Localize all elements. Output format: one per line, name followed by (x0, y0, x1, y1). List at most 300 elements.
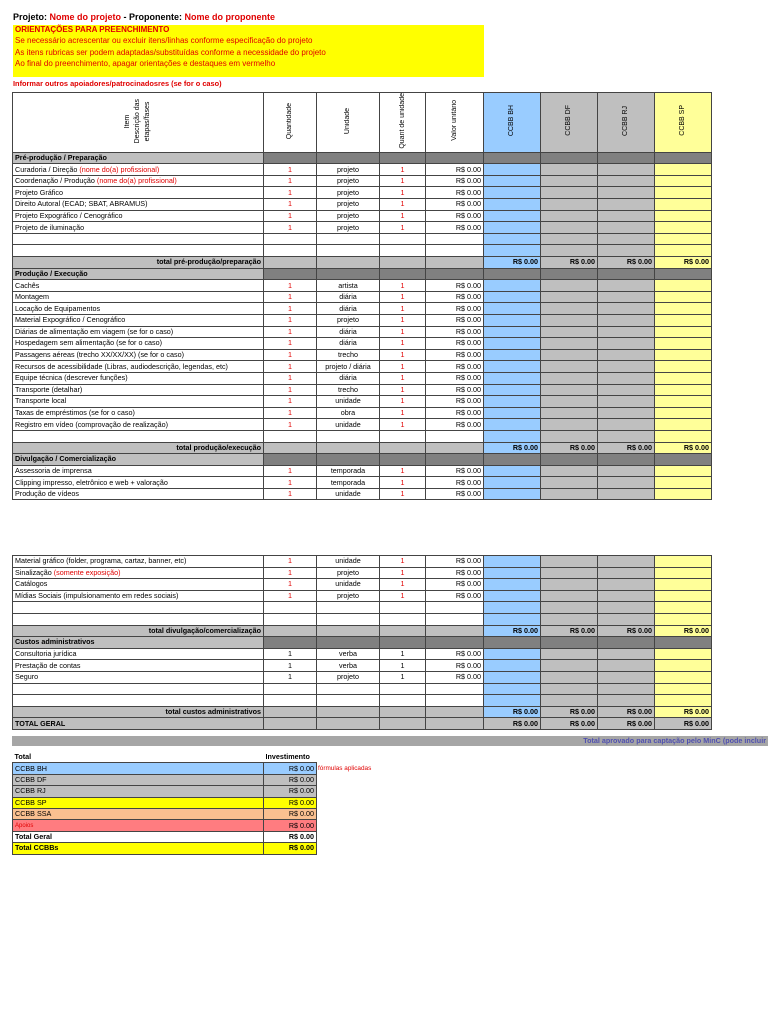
quant-unidade-cell[interactable]: 1 (380, 187, 426, 199)
item-cell[interactable] (13, 291, 264, 303)
ccbb-sp-cell[interactable] (655, 590, 712, 602)
quantidade-cell[interactable]: 1 (264, 477, 317, 489)
ccbb-bh-cell[interactable] (484, 579, 541, 591)
unidade-cell[interactable]: diária (317, 338, 380, 350)
quant-unidade-cell[interactable]: 1 (380, 407, 426, 419)
ccbb-df-cell[interactable] (541, 683, 598, 695)
ccbb-rj-cell[interactable] (598, 314, 655, 326)
unidade-cell[interactable]: unidade (317, 556, 380, 568)
ccbb-df-cell[interactable] (541, 695, 598, 707)
item-cell[interactable] (13, 590, 264, 602)
ccbb-bh-cell[interactable] (484, 648, 541, 660)
ccbb-rj-cell[interactable] (598, 579, 655, 591)
ccbb-sp-cell[interactable] (655, 164, 712, 176)
unidade-cell[interactable]: projeto (317, 314, 380, 326)
ccbb-sp-cell[interactable] (655, 556, 712, 568)
valor-unitario-cell[interactable]: R$ 0.00 (426, 465, 484, 477)
ccbb-sp-cell[interactable] (655, 314, 712, 326)
quant-unidade-cell[interactable]: 1 (380, 396, 426, 408)
ccbb-sp-cell[interactable] (655, 695, 712, 707)
quant-unidade-cell[interactable]: 1 (380, 303, 426, 315)
empty-cell[interactable] (317, 695, 380, 707)
valor-unitario-cell[interactable]: R$ 0.00 (426, 579, 484, 591)
unidade-cell[interactable]: temporada (317, 465, 380, 477)
ccbb-sp-cell[interactable] (655, 280, 712, 292)
empty-cell[interactable] (13, 613, 264, 625)
item-cell[interactable] (13, 407, 264, 419)
quantidade-cell[interactable]: 1 (264, 314, 317, 326)
empty-cell[interactable] (426, 695, 484, 707)
item-cell[interactable] (13, 303, 264, 315)
ccbb-df-cell[interactable] (541, 396, 598, 408)
unidade-cell[interactable]: projeto (317, 222, 380, 234)
ccbb-df-cell[interactable] (541, 338, 598, 350)
unidade-cell[interactable]: unidade (317, 419, 380, 431)
item-cell[interactable] (13, 280, 264, 292)
empty-cell[interactable] (317, 430, 380, 442)
ccbb-rj-cell[interactable] (598, 602, 655, 614)
ccbb-rj-cell[interactable] (598, 396, 655, 408)
quant-unidade-cell[interactable]: 1 (380, 210, 426, 222)
ccbb-rj-cell[interactable] (598, 407, 655, 419)
ccbb-rj-cell[interactable] (598, 683, 655, 695)
ccbb-df-cell[interactable] (541, 671, 598, 683)
valor-unitario-cell[interactable]: R$ 0.00 (426, 280, 484, 292)
ccbb-bh-cell[interactable] (484, 384, 541, 396)
quant-unidade-cell[interactable]: 1 (380, 671, 426, 683)
ccbb-df-cell[interactable] (541, 187, 598, 199)
empty-cell[interactable] (264, 233, 317, 245)
ccbb-rj-cell[interactable] (598, 488, 655, 500)
ccbb-df-cell[interactable] (541, 430, 598, 442)
ccbb-sp-cell[interactable] (655, 488, 712, 500)
empty-cell[interactable] (13, 245, 264, 257)
empty-cell[interactable] (13, 683, 264, 695)
item-cell[interactable] (13, 175, 264, 187)
valor-unitario-cell[interactable]: R$ 0.00 (426, 419, 484, 431)
quant-unidade-cell[interactable]: 1 (380, 488, 426, 500)
empty-cell[interactable] (426, 233, 484, 245)
item-cell[interactable] (13, 384, 264, 396)
item-cell[interactable] (13, 199, 264, 211)
item-cell[interactable] (13, 660, 264, 672)
unidade-cell[interactable]: projeto (317, 164, 380, 176)
valor-unitario-cell[interactable]: R$ 0.00 (426, 407, 484, 419)
valor-unitario-cell[interactable]: R$ 0.00 (426, 477, 484, 489)
ccbb-bh-cell[interactable] (484, 372, 541, 384)
quant-unidade-cell[interactable]: 1 (380, 477, 426, 489)
ccbb-sp-cell[interactable] (655, 648, 712, 660)
ccbb-sp-cell[interactable] (655, 683, 712, 695)
ccbb-bh-cell[interactable] (484, 314, 541, 326)
empty-cell[interactable] (317, 683, 380, 695)
item-cell[interactable] (13, 326, 264, 338)
valor-unitario-cell[interactable]: R$ 0.00 (426, 303, 484, 315)
ccbb-rj-cell[interactable] (598, 419, 655, 431)
ccbb-bh-cell[interactable] (484, 222, 541, 234)
ccbb-df-cell[interactable] (541, 210, 598, 222)
unidade-cell[interactable]: projeto (317, 567, 380, 579)
quant-unidade-cell[interactable]: 1 (380, 384, 426, 396)
unidade-cell[interactable]: verba (317, 648, 380, 660)
unidade-cell[interactable]: projeto (317, 590, 380, 602)
unidade-cell[interactable]: projeto (317, 187, 380, 199)
unidade-cell[interactable]: diária (317, 326, 380, 338)
ccbb-df-cell[interactable] (541, 465, 598, 477)
ccbb-bh-cell[interactable] (484, 602, 541, 614)
quant-unidade-cell[interactable]: 1 (380, 199, 426, 211)
ccbb-bh-cell[interactable] (484, 465, 541, 477)
valor-unitario-cell[interactable]: R$ 0.00 (426, 372, 484, 384)
ccbb-bh-cell[interactable] (484, 407, 541, 419)
ccbb-sp-cell[interactable] (655, 602, 712, 614)
empty-cell[interactable] (426, 613, 484, 625)
quant-unidade-cell[interactable]: 1 (380, 579, 426, 591)
ccbb-sp-cell[interactable] (655, 477, 712, 489)
ccbb-bh-cell[interactable] (484, 396, 541, 408)
quant-unidade-cell[interactable]: 1 (380, 349, 426, 361)
ccbb-sp-cell[interactable] (655, 291, 712, 303)
quant-unidade-cell[interactable]: 1 (380, 590, 426, 602)
ccbb-bh-cell[interactable] (484, 349, 541, 361)
ccbb-bh-cell[interactable] (484, 695, 541, 707)
quant-unidade-cell[interactable]: 1 (380, 648, 426, 660)
item-cell[interactable] (13, 567, 264, 579)
ccbb-rj-cell[interactable] (598, 245, 655, 257)
ccbb-sp-cell[interactable] (655, 210, 712, 222)
quant-unidade-cell[interactable]: 1 (380, 556, 426, 568)
item-cell[interactable] (13, 361, 264, 373)
empty-cell[interactable] (264, 245, 317, 257)
item-cell[interactable] (13, 210, 264, 222)
quantidade-cell[interactable]: 1 (264, 326, 317, 338)
ccbb-sp-cell[interactable] (655, 245, 712, 257)
item-cell[interactable] (13, 465, 264, 477)
ccbb-bh-cell[interactable] (484, 187, 541, 199)
ccbb-sp-cell[interactable] (655, 326, 712, 338)
unidade-cell[interactable]: projeto (317, 199, 380, 211)
item-cell[interactable] (13, 488, 264, 500)
ccbb-df-cell[interactable] (541, 372, 598, 384)
ccbb-df-cell[interactable] (541, 602, 598, 614)
ccbb-bh-cell[interactable] (484, 430, 541, 442)
ccbb-rj-cell[interactable] (598, 210, 655, 222)
ccbb-bh-cell[interactable] (484, 291, 541, 303)
quantidade-cell[interactable]: 1 (264, 199, 317, 211)
quantidade-cell[interactable]: 1 (264, 187, 317, 199)
empty-cell[interactable] (317, 245, 380, 257)
valor-unitario-cell[interactable]: R$ 0.00 (426, 187, 484, 199)
quant-unidade-cell[interactable]: 1 (380, 338, 426, 350)
item-cell[interactable] (13, 648, 264, 660)
ccbb-df-cell[interactable] (541, 488, 598, 500)
valor-unitario-cell[interactable]: R$ 0.00 (426, 326, 484, 338)
quantidade-cell[interactable]: 1 (264, 164, 317, 176)
quantidade-cell[interactable]: 1 (264, 407, 317, 419)
ccbb-rj-cell[interactable] (598, 648, 655, 660)
ccbb-df-cell[interactable] (541, 361, 598, 373)
ccbb-sp-cell[interactable] (655, 671, 712, 683)
ccbb-sp-cell[interactable] (655, 567, 712, 579)
unidade-cell[interactable]: unidade (317, 396, 380, 408)
quant-unidade-cell[interactable]: 1 (380, 314, 426, 326)
empty-cell[interactable] (264, 695, 317, 707)
ccbb-df-cell[interactable] (541, 222, 598, 234)
ccbb-sp-cell[interactable] (655, 384, 712, 396)
item-cell[interactable] (13, 419, 264, 431)
valor-unitario-cell[interactable]: R$ 0.00 (426, 349, 484, 361)
ccbb-bh-cell[interactable] (484, 326, 541, 338)
unidade-cell[interactable]: temporada (317, 477, 380, 489)
empty-cell[interactable] (426, 683, 484, 695)
item-cell[interactable] (13, 556, 264, 568)
valor-unitario-cell[interactable]: R$ 0.00 (426, 210, 484, 222)
ccbb-sp-cell[interactable] (655, 175, 712, 187)
valor-unitario-cell[interactable]: R$ 0.00 (426, 164, 484, 176)
item-cell[interactable] (13, 349, 264, 361)
unidade-cell[interactable]: trecho (317, 349, 380, 361)
ccbb-df-cell[interactable] (541, 175, 598, 187)
ccbb-rj-cell[interactable] (598, 556, 655, 568)
empty-cell[interactable] (317, 602, 380, 614)
ccbb-bh-cell[interactable] (484, 199, 541, 211)
ccbb-sp-cell[interactable] (655, 233, 712, 245)
valor-unitario-cell[interactable]: R$ 0.00 (426, 590, 484, 602)
empty-cell[interactable] (426, 245, 484, 257)
quantidade-cell[interactable]: 1 (264, 222, 317, 234)
ccbb-rj-cell[interactable] (598, 372, 655, 384)
ccbb-rj-cell[interactable] (598, 291, 655, 303)
empty-cell[interactable] (380, 233, 426, 245)
ccbb-bh-cell[interactable] (484, 613, 541, 625)
ccbb-sp-cell[interactable] (655, 419, 712, 431)
valor-unitario-cell[interactable]: R$ 0.00 (426, 660, 484, 672)
ccbb-rj-cell[interactable] (598, 384, 655, 396)
item-cell[interactable] (13, 372, 264, 384)
valor-unitario-cell[interactable]: R$ 0.00 (426, 556, 484, 568)
valor-unitario-cell[interactable]: R$ 0.00 (426, 567, 484, 579)
ccbb-bh-cell[interactable] (484, 233, 541, 245)
ccbb-rj-cell[interactable] (598, 349, 655, 361)
quantidade-cell[interactable]: 1 (264, 660, 317, 672)
unidade-cell[interactable]: diária (317, 372, 380, 384)
ccbb-sp-cell[interactable] (655, 407, 712, 419)
quantidade-cell[interactable]: 1 (264, 648, 317, 660)
quant-unidade-cell[interactable]: 1 (380, 567, 426, 579)
empty-cell[interactable] (13, 695, 264, 707)
empty-cell[interactable] (380, 602, 426, 614)
empty-cell[interactable] (380, 683, 426, 695)
ccbb-bh-cell[interactable] (484, 361, 541, 373)
quant-unidade-cell[interactable]: 1 (380, 291, 426, 303)
ccbb-bh-cell[interactable] (484, 210, 541, 222)
empty-cell[interactable] (380, 430, 426, 442)
ccbb-rj-cell[interactable] (598, 199, 655, 211)
ccbb-df-cell[interactable] (541, 407, 598, 419)
ccbb-df-cell[interactable] (541, 245, 598, 257)
quant-unidade-cell[interactable]: 1 (380, 465, 426, 477)
item-cell[interactable] (13, 338, 264, 350)
ccbb-sp-cell[interactable] (655, 349, 712, 361)
item-cell[interactable] (13, 187, 264, 199)
ccbb-sp-cell[interactable] (655, 222, 712, 234)
ccbb-rj-cell[interactable] (598, 477, 655, 489)
quant-unidade-cell[interactable]: 1 (380, 280, 426, 292)
unidade-cell[interactable]: obra (317, 407, 380, 419)
ccbb-df-cell[interactable] (541, 280, 598, 292)
ccbb-sp-cell[interactable] (655, 465, 712, 477)
ccbb-rj-cell[interactable] (598, 175, 655, 187)
item-cell[interactable] (13, 477, 264, 489)
unidade-cell[interactable]: unidade (317, 488, 380, 500)
empty-cell[interactable] (380, 695, 426, 707)
ccbb-rj-cell[interactable] (598, 430, 655, 442)
ccbb-df-cell[interactable] (541, 291, 598, 303)
quantidade-cell[interactable]: 1 (264, 384, 317, 396)
ccbb-bh-cell[interactable] (484, 419, 541, 431)
ccbb-rj-cell[interactable] (598, 567, 655, 579)
ccbb-bh-cell[interactable] (484, 164, 541, 176)
quantidade-cell[interactable]: 1 (264, 396, 317, 408)
ccbb-rj-cell[interactable] (598, 164, 655, 176)
unidade-cell[interactable]: projeto (317, 671, 380, 683)
ccbb-rj-cell[interactable] (598, 671, 655, 683)
unidade-cell[interactable]: trecho (317, 384, 380, 396)
quantidade-cell[interactable]: 1 (264, 175, 317, 187)
projeto-value[interactable]: Nome do projeto (49, 12, 122, 22)
ccbb-sp-cell[interactable] (655, 361, 712, 373)
valor-unitario-cell[interactable]: R$ 0.00 (426, 222, 484, 234)
item-cell[interactable] (13, 579, 264, 591)
quantidade-cell[interactable]: 1 (264, 579, 317, 591)
ccbb-sp-cell[interactable] (655, 303, 712, 315)
quantidade-cell[interactable]: 1 (264, 361, 317, 373)
quantidade-cell[interactable]: 1 (264, 671, 317, 683)
empty-cell[interactable] (380, 245, 426, 257)
ccbb-sp-cell[interactable] (655, 430, 712, 442)
quant-unidade-cell[interactable]: 1 (380, 660, 426, 672)
ccbb-rj-cell[interactable] (598, 361, 655, 373)
ccbb-rj-cell[interactable] (598, 338, 655, 350)
ccbb-rj-cell[interactable] (598, 613, 655, 625)
unidade-cell[interactable]: projeto (317, 210, 380, 222)
item-cell[interactable] (13, 164, 264, 176)
ccbb-rj-cell[interactable] (598, 303, 655, 315)
empty-cell[interactable] (13, 430, 264, 442)
ccbb-df-cell[interactable] (541, 233, 598, 245)
empty-cell[interactable] (426, 602, 484, 614)
valor-unitario-cell[interactable]: R$ 0.00 (426, 488, 484, 500)
ccbb-df-cell[interactable] (541, 579, 598, 591)
item-cell[interactable] (13, 671, 264, 683)
ccbb-bh-cell[interactable] (484, 567, 541, 579)
ccbb-df-cell[interactable] (541, 477, 598, 489)
ccbb-bh-cell[interactable] (484, 175, 541, 187)
valor-unitario-cell[interactable]: R$ 0.00 (426, 314, 484, 326)
ccbb-df-cell[interactable] (541, 648, 598, 660)
ccbb-sp-cell[interactable] (655, 187, 712, 199)
empty-cell[interactable] (317, 233, 380, 245)
ccbb-df-cell[interactable] (541, 314, 598, 326)
empty-cell[interactable] (426, 430, 484, 442)
ccbb-sp-cell[interactable] (655, 613, 712, 625)
ccbb-rj-cell[interactable] (598, 280, 655, 292)
valor-unitario-cell[interactable]: R$ 0.00 (426, 648, 484, 660)
ccbb-df-cell[interactable] (541, 590, 598, 602)
empty-cell[interactable] (264, 602, 317, 614)
ccbb-rj-cell[interactable] (598, 222, 655, 234)
quantidade-cell[interactable]: 1 (264, 210, 317, 222)
unidade-cell[interactable]: verba (317, 660, 380, 672)
ccbb-rj-cell[interactable] (598, 590, 655, 602)
ccbb-df-cell[interactable] (541, 303, 598, 315)
quantidade-cell[interactable]: 1 (264, 291, 317, 303)
ccbb-sp-cell[interactable] (655, 579, 712, 591)
ccbb-df-cell[interactable] (541, 164, 598, 176)
valor-unitario-cell[interactable]: R$ 0.00 (426, 361, 484, 373)
quantidade-cell[interactable]: 1 (264, 567, 317, 579)
quant-unidade-cell[interactable]: 1 (380, 372, 426, 384)
unidade-cell[interactable]: projeto / diária (317, 361, 380, 373)
ccbb-df-cell[interactable] (541, 660, 598, 672)
item-cell[interactable] (13, 222, 264, 234)
quant-unidade-cell[interactable]: 1 (380, 164, 426, 176)
ccbb-df-cell[interactable] (541, 419, 598, 431)
unidade-cell[interactable]: diária (317, 291, 380, 303)
ccbb-sp-cell[interactable] (655, 338, 712, 350)
ccbb-bh-cell[interactable] (484, 556, 541, 568)
ccbb-df-cell[interactable] (541, 567, 598, 579)
valor-unitario-cell[interactable]: R$ 0.00 (426, 396, 484, 408)
empty-cell[interactable] (13, 602, 264, 614)
item-cell[interactable] (13, 314, 264, 326)
ccbb-bh-cell[interactable] (484, 590, 541, 602)
empty-cell[interactable] (264, 613, 317, 625)
valor-unitario-cell[interactable]: R$ 0.00 (426, 384, 484, 396)
ccbb-df-cell[interactable] (541, 556, 598, 568)
unidade-cell[interactable]: projeto (317, 175, 380, 187)
quant-unidade-cell[interactable]: 1 (380, 361, 426, 373)
ccbb-bh-cell[interactable] (484, 338, 541, 350)
quantidade-cell[interactable]: 1 (264, 303, 317, 315)
ccbb-sp-cell[interactable] (655, 396, 712, 408)
ccbb-bh-cell[interactable] (484, 660, 541, 672)
quant-unidade-cell[interactable]: 1 (380, 222, 426, 234)
unidade-cell[interactable]: unidade (317, 579, 380, 591)
ccbb-bh-cell[interactable] (484, 671, 541, 683)
ccbb-bh-cell[interactable] (484, 280, 541, 292)
empty-cell[interactable] (264, 683, 317, 695)
empty-cell[interactable] (13, 233, 264, 245)
empty-cell[interactable] (264, 430, 317, 442)
ccbb-df-cell[interactable] (541, 613, 598, 625)
ccbb-bh-cell[interactable] (484, 477, 541, 489)
quantidade-cell[interactable]: 1 (264, 556, 317, 568)
item-cell[interactable] (13, 396, 264, 408)
quantidade-cell[interactable]: 1 (264, 419, 317, 431)
quantidade-cell[interactable]: 1 (264, 488, 317, 500)
quant-unidade-cell[interactable]: 1 (380, 326, 426, 338)
quantidade-cell[interactable]: 1 (264, 465, 317, 477)
ccbb-rj-cell[interactable] (598, 326, 655, 338)
ccbb-sp-cell[interactable] (655, 660, 712, 672)
valor-unitario-cell[interactable]: R$ 0.00 (426, 199, 484, 211)
ccbb-rj-cell[interactable] (598, 233, 655, 245)
ccbb-bh-cell[interactable] (484, 303, 541, 315)
quantidade-cell[interactable]: 1 (264, 280, 317, 292)
ccbb-rj-cell[interactable] (598, 660, 655, 672)
quantidade-cell[interactable]: 1 (264, 338, 317, 350)
